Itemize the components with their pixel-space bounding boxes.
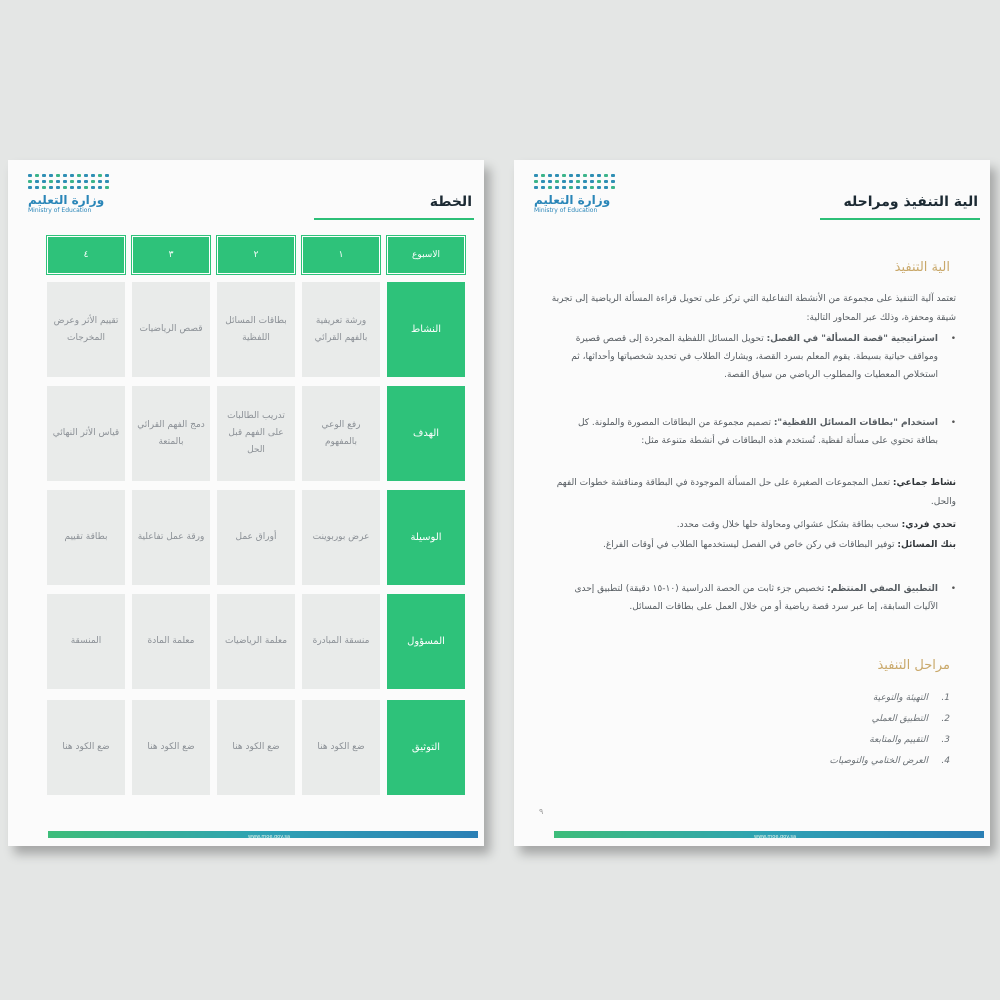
logo-arabic-text: وزارة التعليم — [534, 193, 611, 207]
table-cell: ضع الكود هنا — [132, 700, 210, 795]
page-title: الخطة — [429, 194, 472, 210]
logo-arabic-text: وزارة التعليم — [28, 193, 105, 207]
table-cell: دمج الفهم القرائي بالمتعة — [132, 386, 210, 481]
line-bold: تحدي فردي: — [901, 520, 956, 530]
table-row-label: النشاط — [387, 282, 465, 377]
bullet-text: تخصيص جزء ثابت من الحصة الدراسية (١٠-١٥ دقيقة) لتطبيق إحدى الآليات السابقة، إما عبر سرد قصة رياضية أو من خلال العمل على بطاقات المسائل. — [574, 584, 938, 612]
table-cell: بطاقة تقييم — [47, 490, 125, 585]
list-item — [730, 688, 950, 709]
bullet-cards — [556, 414, 956, 450]
table-cell: عرض بوربوينت — [302, 490, 380, 585]
bullet-bold: التطبيق الصفي المنتظم: — [827, 584, 938, 594]
bullet-icon: • — [950, 418, 956, 428]
bullet-story-strategy — [556, 330, 956, 384]
line-individual-challenge — [546, 516, 956, 535]
step-text: العرض الختامي والتوصيات — [829, 756, 928, 766]
line-group-activity — [546, 474, 956, 512]
table-cell: ضع الكود هنا — [302, 700, 380, 795]
stages-list — [730, 688, 950, 772]
bullet-bold: استخدام "بطاقات المسائل اللفظية": — [773, 418, 938, 428]
table-cell: بطاقات المسائل اللفظية — [217, 282, 295, 377]
step-number: 2. — [941, 714, 950, 724]
step-number: 3. — [941, 735, 950, 745]
table-cell: قصص الرياضيات — [132, 282, 210, 377]
bullet-text: تصميم مجموعة من البطاقات المصورة والملونة. كل بطاقة تحتوي على مسألة لفظية. تُستخدم هذه البطاقات في أنشطة متنوعة مثل: — [577, 418, 938, 446]
logo-english-text: Ministry of Education — [534, 207, 598, 214]
table-cell: ضع الكود هنا — [217, 700, 295, 795]
table-header-cell: الاسبوع — [387, 236, 465, 274]
table-cell: منسقة المبادرة — [302, 594, 380, 689]
list-item — [730, 709, 950, 730]
table-row-label: التوثيق — [387, 700, 465, 795]
table-cell: ورقة عمل تفاعلية — [132, 490, 210, 585]
table-cell: أوراق عمل — [217, 490, 295, 585]
plan-page — [8, 160, 484, 846]
table-cell: رفع الوعي بالمفهوم — [302, 386, 380, 481]
table-cell: معلمة المادة — [132, 594, 210, 689]
table-cell: ضع الكود هنا — [47, 700, 125, 795]
intro-paragraph: تعتمد آلية التنفيذ على مجموعة من الأنشطة التفاعلية التي تركز على تحويل قراءة المسألة الرياضية إلى تجربة شيقة ومحفزة، وذلك عبر المحاور التالية: — [551, 294, 956, 323]
bullet-icon: • — [950, 584, 956, 594]
ministry-logo — [28, 174, 114, 234]
bullet-bold: استراتيجية "قصة المسألة" في الفصل: — [766, 334, 938, 344]
title-underline — [820, 218, 980, 220]
table-cell: تدريب الطالبات على الفهم قبل الحل — [217, 386, 295, 481]
title-underline — [314, 218, 474, 220]
step-number: 1. — [941, 693, 950, 703]
line-bold: بنك المسائل: — [897, 540, 956, 550]
table-cell: ورشة تعريفية بالفهم القرائي — [302, 282, 380, 377]
list-item — [730, 751, 950, 772]
line-text: تعمل المجموعات الصغيرة على حل المسألة الموجودة في البطاقة ومناقشة خطوات الفهم والحل. — [556, 478, 956, 507]
implementation-page — [514, 160, 990, 846]
table-header-cell: ٤ — [47, 236, 125, 274]
table-cell: معلمة الرياضيات — [217, 594, 295, 689]
line-text: توفير البطاقات في ركن خاص في الفصل ليستخدمها الطلاب في أوقات الفراغ. — [603, 540, 895, 550]
step-text: التهيئة والتوعية — [872, 693, 928, 703]
plan-table — [46, 236, 466, 796]
footer-url: www.moe.gov.sa — [754, 834, 797, 840]
line-text: سحب بطاقة بشكل عشوائي ومحاولة حلها خلال وقت محدد. — [676, 520, 899, 530]
list-item — [730, 730, 950, 751]
page-title: الية التنفيذ ومراحله — [843, 194, 978, 210]
table-cell: المنسقة — [47, 594, 125, 689]
table-row-label: الوسيلة — [387, 490, 465, 585]
ministry-logo — [534, 174, 620, 234]
bullet-regular-practice — [556, 580, 956, 616]
table-header-cell: ١ — [302, 236, 380, 274]
table-header-cell: ٢ — [217, 236, 295, 274]
page-number: ٩ — [539, 807, 544, 816]
table-header-cell: ٣ — [132, 236, 210, 274]
table-row-label: الهدف — [387, 386, 465, 481]
line-bold: نشاط جماعي: — [892, 478, 956, 488]
step-number: 4. — [941, 756, 950, 766]
section-heading-stages: مراحل التنفيذ — [877, 658, 950, 673]
table-cell: قياس الأثر النهائي — [47, 386, 125, 481]
table-row-label: المسؤول — [387, 594, 465, 689]
bullet-text: تحويل المسائل اللفظية المجردة إلى قصص قصيرة ومواقف حياتية بسيطة. يقوم المعلم بسرد القصة، ويشارك الطلاب في تحديد شخصياتها وأحداثها، ثم استخلاص المعطيات والمطلوب الرياضي من سياق القصة. — [571, 334, 938, 380]
step-text: التقييم والمتابعة — [869, 735, 928, 745]
footer-url: www.moe.gov.sa — [248, 834, 291, 840]
logo-english-text: Ministry of Education — [28, 207, 92, 214]
table-cell: تقييم الأثر وعرض المخرجات — [47, 282, 125, 377]
logo-dots-icon — [28, 174, 114, 190]
step-text: التطبيق العملي — [871, 714, 928, 724]
logo-dots-icon — [534, 174, 620, 190]
section-heading-implementation: الية التنفيذ — [894, 260, 950, 275]
line-problem-bank — [546, 536, 956, 555]
bullet-icon: • — [950, 334, 956, 344]
